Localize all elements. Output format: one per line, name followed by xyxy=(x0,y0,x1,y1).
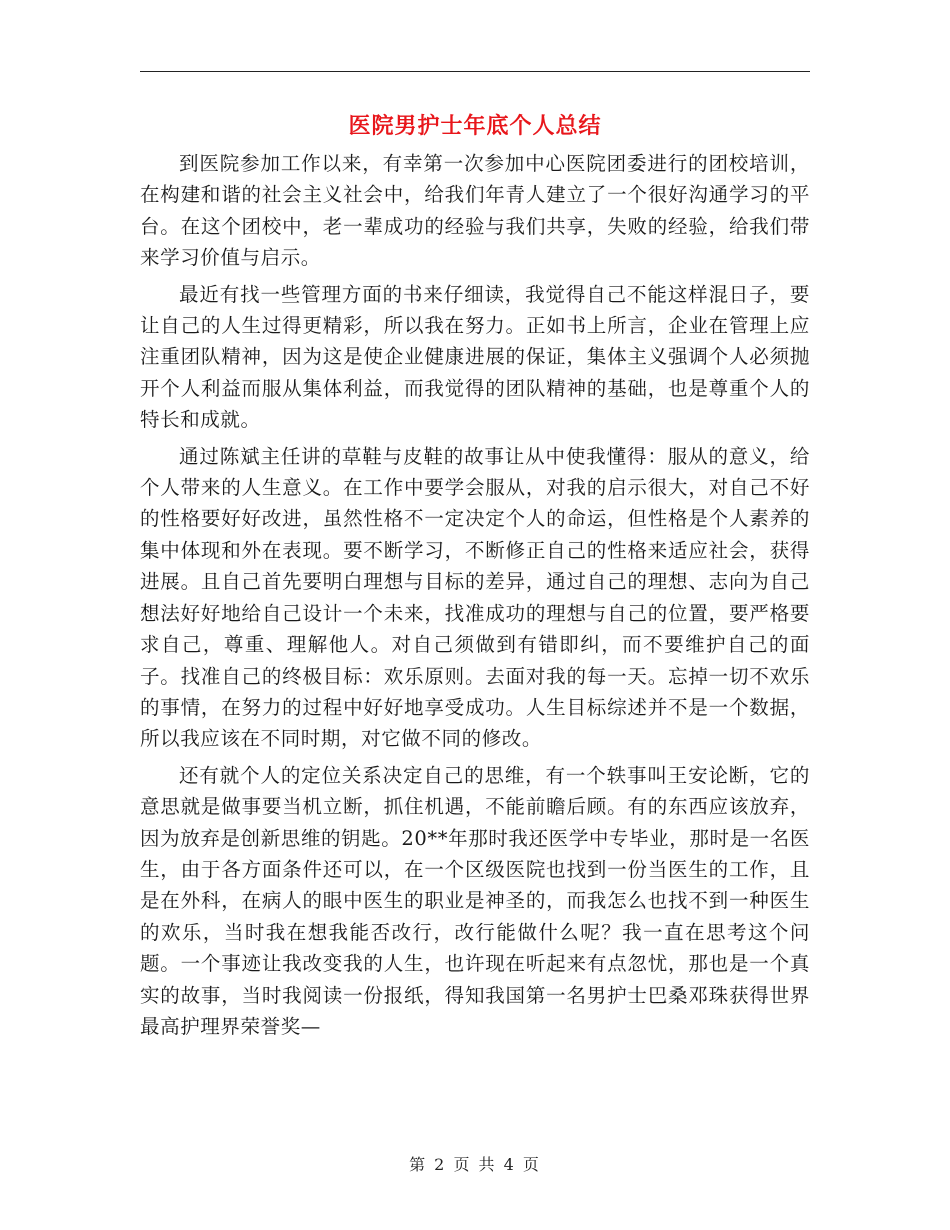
page-number: 第 2 页 共 4 页 xyxy=(409,1155,541,1174)
header-rule xyxy=(140,71,810,72)
paragraph: 还有就个人的定位关系决定自己的思维，有一个轶事叫王安论断，它的意思就是做事要当机立断，抓住机遇，不能前瞻后顾。有的东西应该放弃，因为放弃是创新思维的钥匙。20**年那时我还医学中专毕业，那时是一名医生，由于各方面条件还可以，在一个区级医院也找到一份当医生的工作，且是在外科，在病人的眼中医生的职业是神圣的，而我怎么也找不到一种医生的欢乐，当时我在想我能否改行，改行能做什么呢？我一直在思考这个问题。一个事迹让我改变我的人生，也许现在听起来有点忽忧，那也是一个真实的故事，当时我阅读一份报纸，得知我国第一名男护士巴桑邓珠获得世界最高护理界荣誉奖— xyxy=(140,763,810,1038)
paragraph: 最近有找一些管理方面的书来仔细读，我觉得自己不能这样混日子，要让自己的人生过得更精彩，所以我在努力。正如书上所言，企业在管理上应注重团队精神，因为这是使企业健康进展的保证，集体主义强调个人必须抛开个人利益而服从集体利益，而我觉得的团队精神的基础，也是尊重个人的特长和成就。 xyxy=(140,282,810,432)
document-title: 医院男护士年底个人总结 xyxy=(348,113,602,139)
paragraph: 通过陈斌主任讲的草鞋与皮鞋的故事让从中使我懂得：服从的意义，给个人带来的人生意义。在工作中要学会服从，对我的启示很大，对自己不好的性格要好好改进，虽然性格不一定决定个人的命运，但性格是个人素养的集中体现和外在表现。要不断学习，不断修正自己的性格来适应社会，获得进展。且自己首先要明白理想与目标的差异，通过自己的理想、志向为自己想法好好地给自己设计一个未来，找准成功的理想与自己的位置，要严格要求自己，尊重、理解他人。对自己须做到有错即纠，而不要维护自己的面子。找准自己的终极目标：欢乐原则。去面对我的每一天。忘掉一切不欢乐的事情，在努力的过程中好好地享受成功。人生目标综述并不是一个数据，所以我应该在不同时期，对它做不同的修改。 xyxy=(140,444,810,751)
document-body xyxy=(140,148,810,1047)
paragraph: 到医院参加工作以来，有幸第一次参加中心医院团委进行的团校培训，在构建和谐的社会主义社会中，给我们年青人建立了一个很好沟通学习的平台。在这个团校中，老一辈成功的经验与我们共享，失败的经验，给我们带来学习价值与启示。 xyxy=(140,152,810,270)
